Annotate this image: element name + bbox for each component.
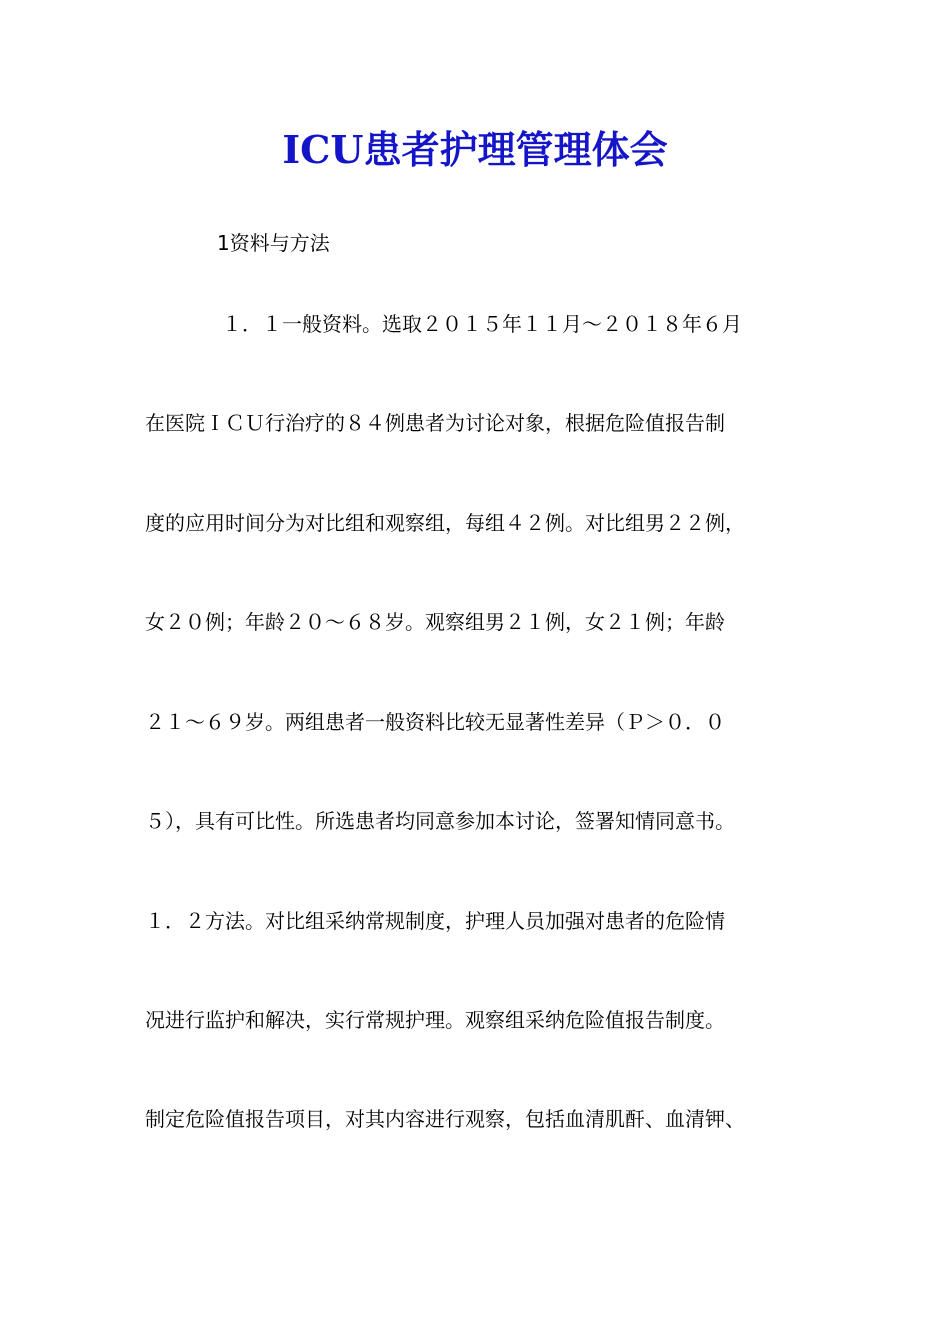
paragraph-line: ２１～６９岁。两组患者一般资料比较无显著性差异（Ｐ＞０．０ xyxy=(145,710,725,734)
paragraph-line: 况进行监护和解决，实行常规护理。观察组采纳危险值报告制度。 xyxy=(145,1008,725,1032)
paragraph-line: 在医院ＩＣＵ行治疗的８４例患者为讨论对象，根据危险值报告制 xyxy=(145,411,725,435)
document-title: ICU患者护理管理体会 xyxy=(282,127,668,172)
section-heading: 1资料与方法 xyxy=(217,231,330,255)
paragraph-line: 女２０例；年龄２０～６８岁。观察组男２１例，女２１例；年龄 xyxy=(145,610,725,634)
paragraph-line: 度的应用时间分为对比组和观察组，每组４２例。对比组男２２例， xyxy=(145,511,745,535)
paragraph-line: １．２方法。对比组采纳常规制度，护理人员加强对患者的危险情 xyxy=(145,909,725,933)
paragraph-line: 制定危险值报告项目，对其内容进行观察，包括血清肌酐、血清钾、 xyxy=(145,1107,745,1131)
paragraph-line: １．１一般资料。选取２０１５年１１月～２０１８年６月 xyxy=(222,312,742,336)
paragraph-line: ５），具有可比性。所选患者均同意参加本讨论，签署知情同意书。 xyxy=(145,809,735,833)
